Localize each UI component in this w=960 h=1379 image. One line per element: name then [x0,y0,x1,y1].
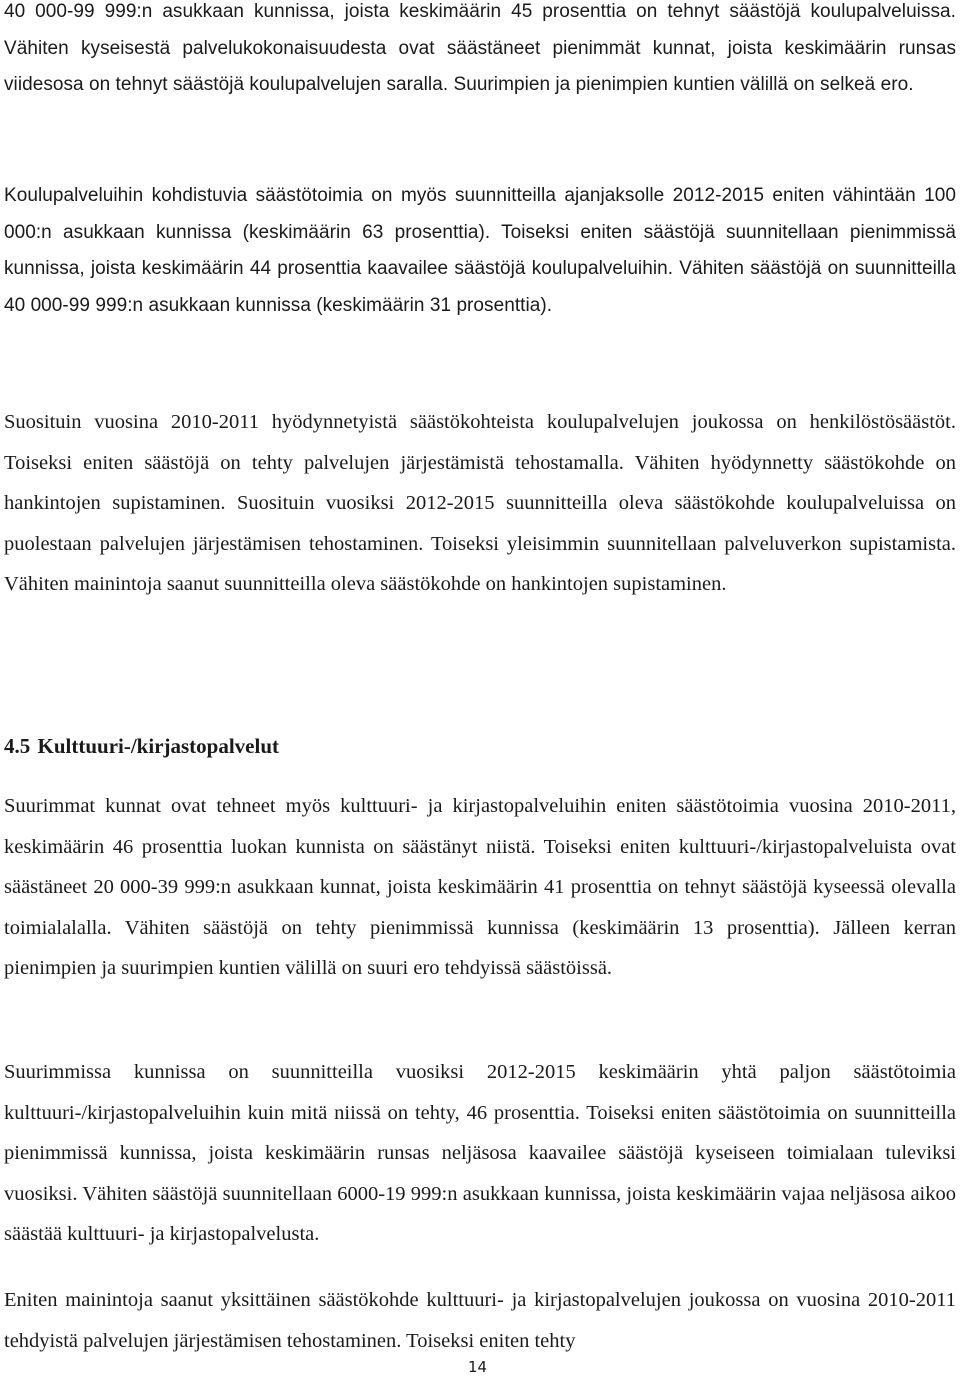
section-heading [4,726,279,766]
body-paragraph: Suurimmat kunnat ovat tehneet myös kulttuuri- ja kirjastopalveluihin eniten säästötoimia vuosina 2010-2011, keskimäärin 46 prosenttia luokan kunnista on säästänyt niistä. Toiseksi eniten kulttuuri-/kirjastopalveluista ovat säästäneet 20 000-39 999:n asukkaan kunnat, joista keskimäärin 41 prosenttia on tehnyt säästöjä kyseessä olevalla toimialalalla. Vähiten säästöjä on tehty pienimmissä kunnissa (keskimäärin 13 prosenttia). Jälleen kerran pienimpien ja suurimpien kuntien välillä on suuri ero tehdyissä säästöissä. [4,795,956,979]
body-paragraph: 40 000-99 999:n asukkaan kunnissa, joista keskimäärin 45 prosenttia on tehnyt säästöjä koulupalveluissa. Vähiten kyseisestä palvelukokonaisuudesta ovat säästäneet pienimmät kunnat, joista keskimäärin runsas viidesosa on tehnyt säästöjä koulupalvelujen saralla. Suurimpien ja pienimpien kuntien välillä on selkeä ero. [4,1,956,95]
body-paragraph: Suosituin vuosina 2010-2011 hyödynnetyistä säästökohteista koulupalvelujen joukossa on henkilöstösäästöt. Toiseksi eniten säästöjä on tehty palvelujen järjestämistä tehostamalla. Vähiten hyödynnetty säästökohde on hankintojen supistaminen. Suosituin vuosiksi 2012-2015 suunnitteilla oleva säästökohde koulupalveluissa on puolestaan palvelujen järjestämisen tehostaminen. Toiseksi yleisimmin suunnitellaan palveluverkon supistamista. Vähiten mainintoja saanut suunnitteilla oleva säästökohde on hankintojen supistaminen. [4,411,956,595]
page-number: 14 [468,1358,488,1376]
body-paragraph: Suurimmissa kunnissa on suunnitteilla vuosiksi 2012-2015 keskimäärin yhtä paljon säästötoimia kulttuuri-/kirjastopalveluihin kuin mitä niissä on tehty, 46 prosenttia. Toiseksi eniten säästötoimia on suunnitteilla pienimmissä kunnissa, joista keskimäärin runsas neljäsosa kaavailee säästöjä kyseiseen toimialaan tuleviksi vuosiksi. Vähiten säästöjä suunnitellaan 6000-19 999:n asukkaan kunnissa, joista keskimäärin vajaa neljäsosa aikoo säästää kulttuuri- ja kirjastopalvelusta. [4,1061,956,1245]
section-title: Kulttuuri-/kirjastopalvelut [37,734,280,758]
section-number: 4.5 [4,734,31,758]
body-paragraph: Eniten mainintoja saanut yksittäinen säästökohde kulttuuri- ja kirjastopalvelujen joukossa on vuosina 2010-2011 tehdyistä palvelujen järjestämisen tehostaminen. Toiseksi eniten tehty [4,1289,956,1352]
body-paragraph: Koulupalveluihin kohdistuvia säästötoimia on myös suunnitteilla ajanjaksolle 2012-2015 eniten vähintään 100 000:n asukkaan kunnissa (keskimäärin 63 prosenttia). Toiseksi eniten säästöjä suunnitellaan pienimmissä kunnissa, joista keskimäärin 44 prosenttia kaavailee säästöjä koulupalveluihin. Vähiten säästöjä on suunnitteilla 40 000-99 999:n asukkaan kunnissa (keskimäärin 31 prosenttia). [4,185,956,316]
